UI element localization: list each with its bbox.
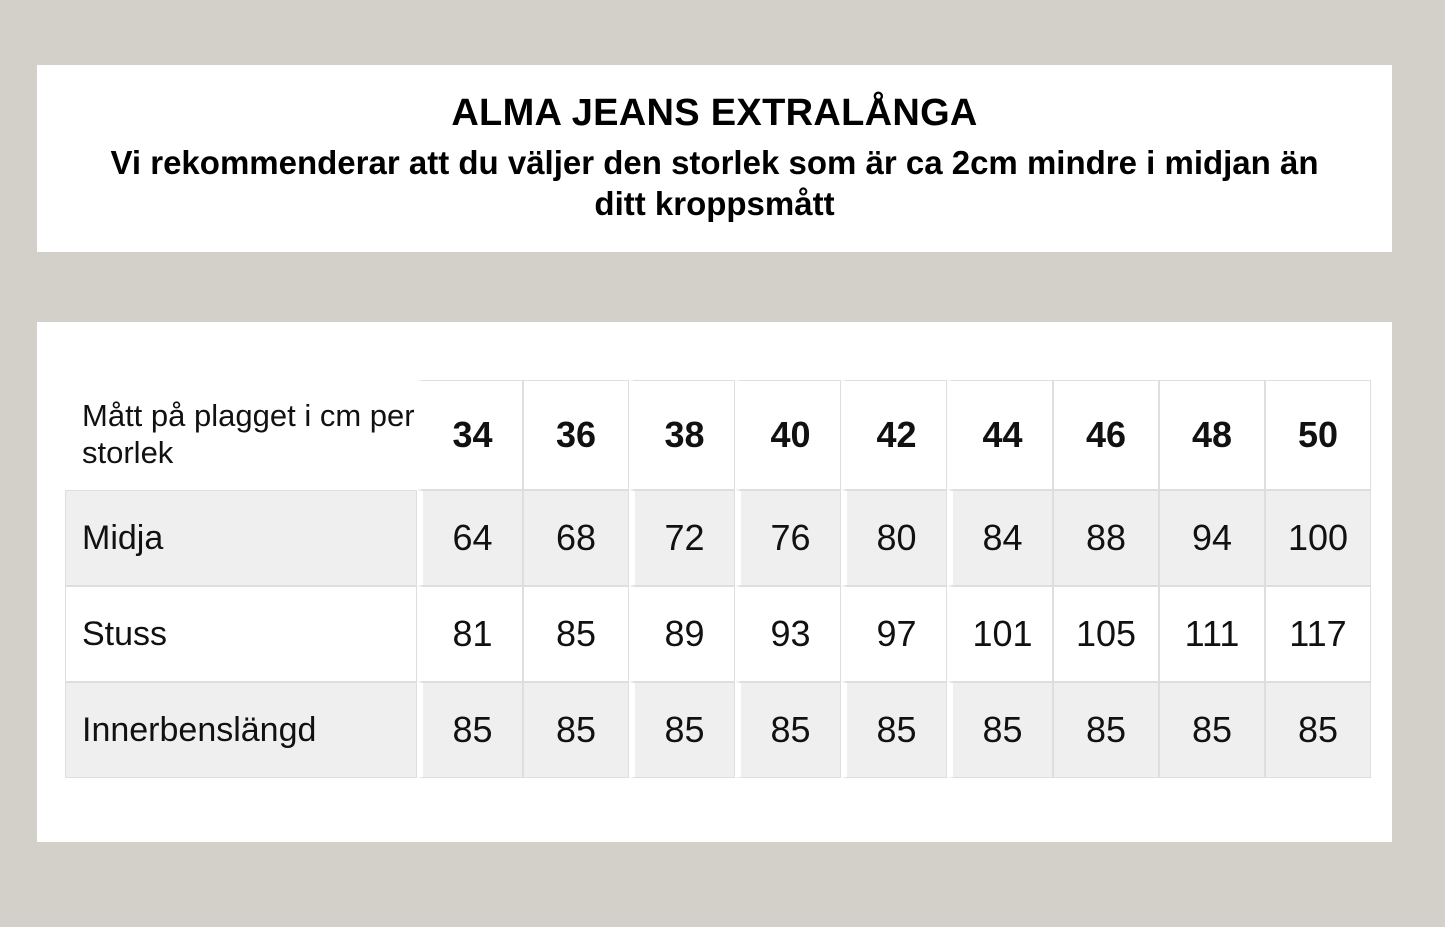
table-corner-label: Mått på plagget i cm per storlek — [65, 380, 417, 490]
innerbenslangd-46: 85 — [1053, 682, 1159, 778]
table-header-row — [65, 380, 1371, 490]
size-header-34: 34 — [417, 380, 523, 490]
size-header-40: 40 — [735, 380, 841, 490]
midja-36: 68 — [523, 490, 629, 586]
size-table — [65, 380, 1371, 778]
table-row — [65, 682, 1371, 778]
size-table-panel — [37, 322, 1392, 842]
innerbenslangd-36: 85 — [523, 682, 629, 778]
innerbenslangd-48: 85 — [1159, 682, 1265, 778]
midja-38: 72 — [629, 490, 735, 586]
row-label-stuss: Stuss — [65, 586, 417, 682]
table-row — [65, 586, 1371, 682]
header-panel — [37, 65, 1392, 252]
row-label-midja: Midja — [65, 490, 417, 586]
size-header-44: 44 — [947, 380, 1053, 490]
stuss-48: 111 — [1159, 586, 1265, 682]
size-header-38: 38 — [629, 380, 735, 490]
row-label-innerbenslangd: Innerbenslängd — [65, 682, 417, 778]
stuss-36: 85 — [523, 586, 629, 682]
size-header-36: 36 — [523, 380, 629, 490]
midja-46: 88 — [1053, 490, 1159, 586]
stuss-42: 97 — [841, 586, 947, 682]
innerbenslangd-44: 85 — [947, 682, 1053, 778]
size-header-48: 48 — [1159, 380, 1265, 490]
stuss-44: 101 — [947, 586, 1053, 682]
midja-34: 64 — [417, 490, 523, 586]
page-subtitle: Vi rekommenderar att du väljer den storlek som är ca 2cm mindre i midjan än ditt kroppsmått — [110, 144, 1319, 223]
stuss-40: 93 — [735, 586, 841, 682]
stuss-50: 117 — [1265, 586, 1371, 682]
stuss-46: 105 — [1053, 586, 1159, 682]
stuss-38: 89 — [629, 586, 735, 682]
page-title: ALMA JEANS EXTRALÅNGA — [451, 92, 978, 135]
innerbenslangd-34: 85 — [417, 682, 523, 778]
stuss-34: 81 — [417, 586, 523, 682]
midja-44: 84 — [947, 490, 1053, 586]
table-row — [65, 490, 1371, 586]
midja-50: 100 — [1265, 490, 1371, 586]
midja-40: 76 — [735, 490, 841, 586]
size-header-46: 46 — [1053, 380, 1159, 490]
midja-48: 94 — [1159, 490, 1265, 586]
innerbenslangd-42: 85 — [841, 682, 947, 778]
innerbenslangd-50: 85 — [1265, 682, 1371, 778]
innerbenslangd-40: 85 — [735, 682, 841, 778]
size-header-50: 50 — [1265, 380, 1371, 490]
innerbenslangd-38: 85 — [629, 682, 735, 778]
midja-42: 80 — [841, 490, 947, 586]
size-header-42: 42 — [841, 380, 947, 490]
